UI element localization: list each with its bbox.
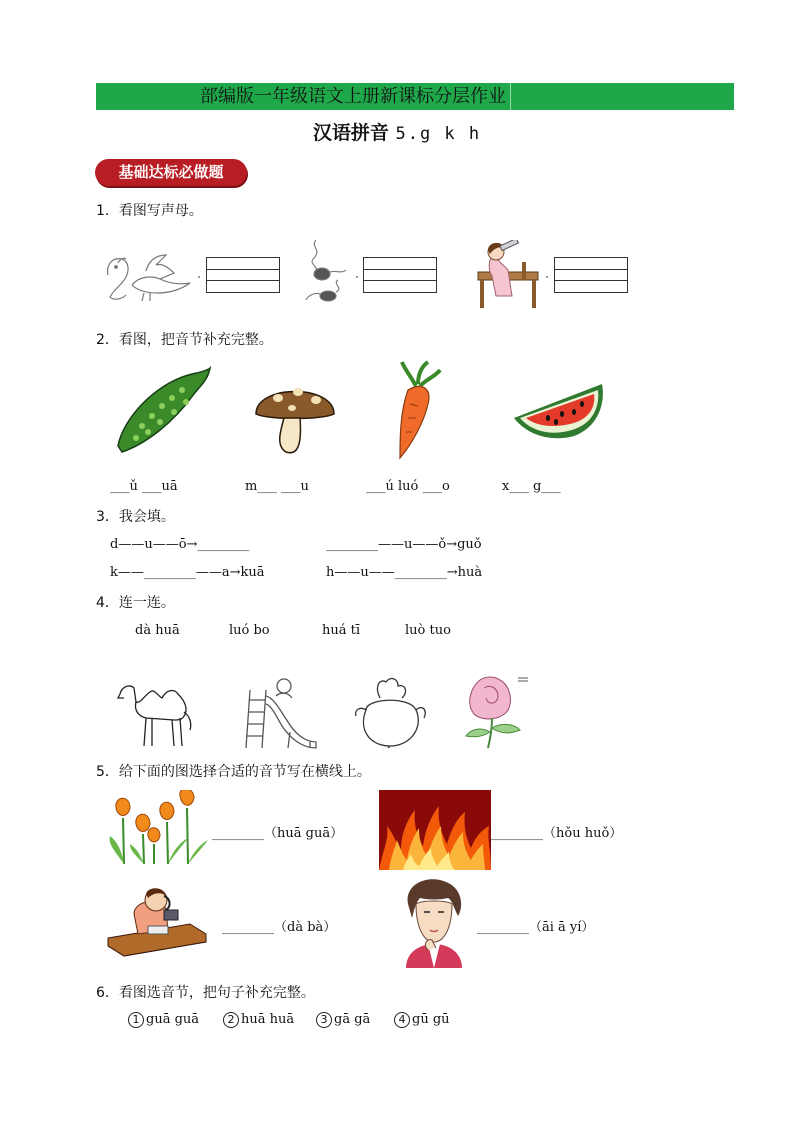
q6-option-2[interactable]: [223, 1012, 294, 1028]
q4-word-3[interactable]: huá tī: [322, 623, 361, 638]
write-box-3[interactable]: [554, 257, 628, 293]
q6-option-2-number: 2: [223, 1012, 239, 1028]
title-banner: [96, 83, 734, 110]
q4-word-2[interactable]: luó bo: [229, 623, 270, 638]
q6-prompt: 6．看图选音节，把句子补充完整。: [96, 985, 315, 1001]
q5-prompt: 5．给下面的图选择合适的音节写在横线上。: [96, 764, 371, 780]
slide-icon[interactable]: [240, 676, 320, 750]
tulips-icon: [108, 790, 210, 866]
q6-option-4-text: gū gū: [412, 1012, 450, 1027]
section-badge: 基础达标必做题: [95, 159, 247, 186]
q6-option-2-text: huā huā: [241, 1012, 295, 1027]
q4-word-4[interactable]: luò tuo: [405, 623, 451, 638]
q5-item-2[interactable]: ________（hǒu huǒ）: [491, 826, 623, 841]
q3-prompt: 3．我会填。: [96, 509, 175, 525]
fire-icon: [379, 790, 491, 870]
q3-row2-left[interactable]: k——________——a→kuā: [110, 565, 265, 580]
carrot-icon: [394, 360, 444, 460]
q5-item-4[interactable]: ________（āi ā yí）: [477, 920, 595, 935]
title-latin: 5.g k h: [395, 124, 482, 144]
q4-prompt: 4．连一连。: [96, 595, 175, 611]
q6-option-4[interactable]: [394, 1012, 450, 1028]
page-title: [0, 118, 794, 145]
bitter-melon-icon: [112, 366, 212, 456]
q3-row1-left[interactable]: d——u——ō→________: [110, 537, 250, 552]
q2-item-3[interactable]: ___ú luó ___o: [366, 479, 450, 494]
q6-option-1-number: 1: [128, 1012, 144, 1028]
auntie-icon: [402, 878, 466, 968]
q4-word-1[interactable]: dà huā: [135, 623, 180, 638]
q3-row2-right[interactable]: h——u——________→huà: [326, 565, 483, 580]
q6-option-1[interactable]: [128, 1012, 199, 1028]
radish-icon[interactable]: [350, 676, 430, 748]
telescope-girl-icon: [474, 240, 548, 310]
q6-option-3-text: gā gā: [334, 1012, 371, 1027]
watermelon-icon: [512, 382, 606, 442]
q1-prompt: 1．看图写声母。: [96, 203, 203, 219]
q2-prompt: 2．看图，把音节补充完整。: [96, 332, 273, 348]
q3-row1-right[interactable]: ________——u——ǒ→guǒ: [326, 537, 482, 552]
camel-icon[interactable]: [116, 676, 194, 748]
tadpole-icon: [302, 236, 354, 306]
rose-icon[interactable]: [458, 674, 532, 750]
q5-item-1[interactable]: ________（huā guā）: [212, 826, 344, 841]
write-box-1[interactable]: [206, 257, 280, 293]
write-box-2[interactable]: [363, 257, 437, 293]
q5-item-3[interactable]: ________（dà bà）: [222, 920, 337, 935]
q6-option-4-number: 4: [394, 1012, 410, 1028]
mushroom-icon: [252, 370, 338, 456]
q6-option-1-text: guā guā: [146, 1012, 200, 1027]
banner-text: 部编版一年级语文上册新课标分层作业: [196, 83, 511, 110]
pigeon-icon: [104, 245, 196, 307]
q6-option-3[interactable]: [316, 1012, 370, 1028]
q2-item-1[interactable]: ___ǔ ___uā: [110, 479, 178, 494]
q2-item-4[interactable]: x___ g___: [502, 479, 561, 494]
title-chinese: 汉语拼音: [312, 122, 389, 144]
phone-man-icon: [104, 884, 208, 960]
q6-option-3-number: 3: [316, 1012, 332, 1028]
q2-item-2[interactable]: m___ ___u: [245, 479, 309, 494]
